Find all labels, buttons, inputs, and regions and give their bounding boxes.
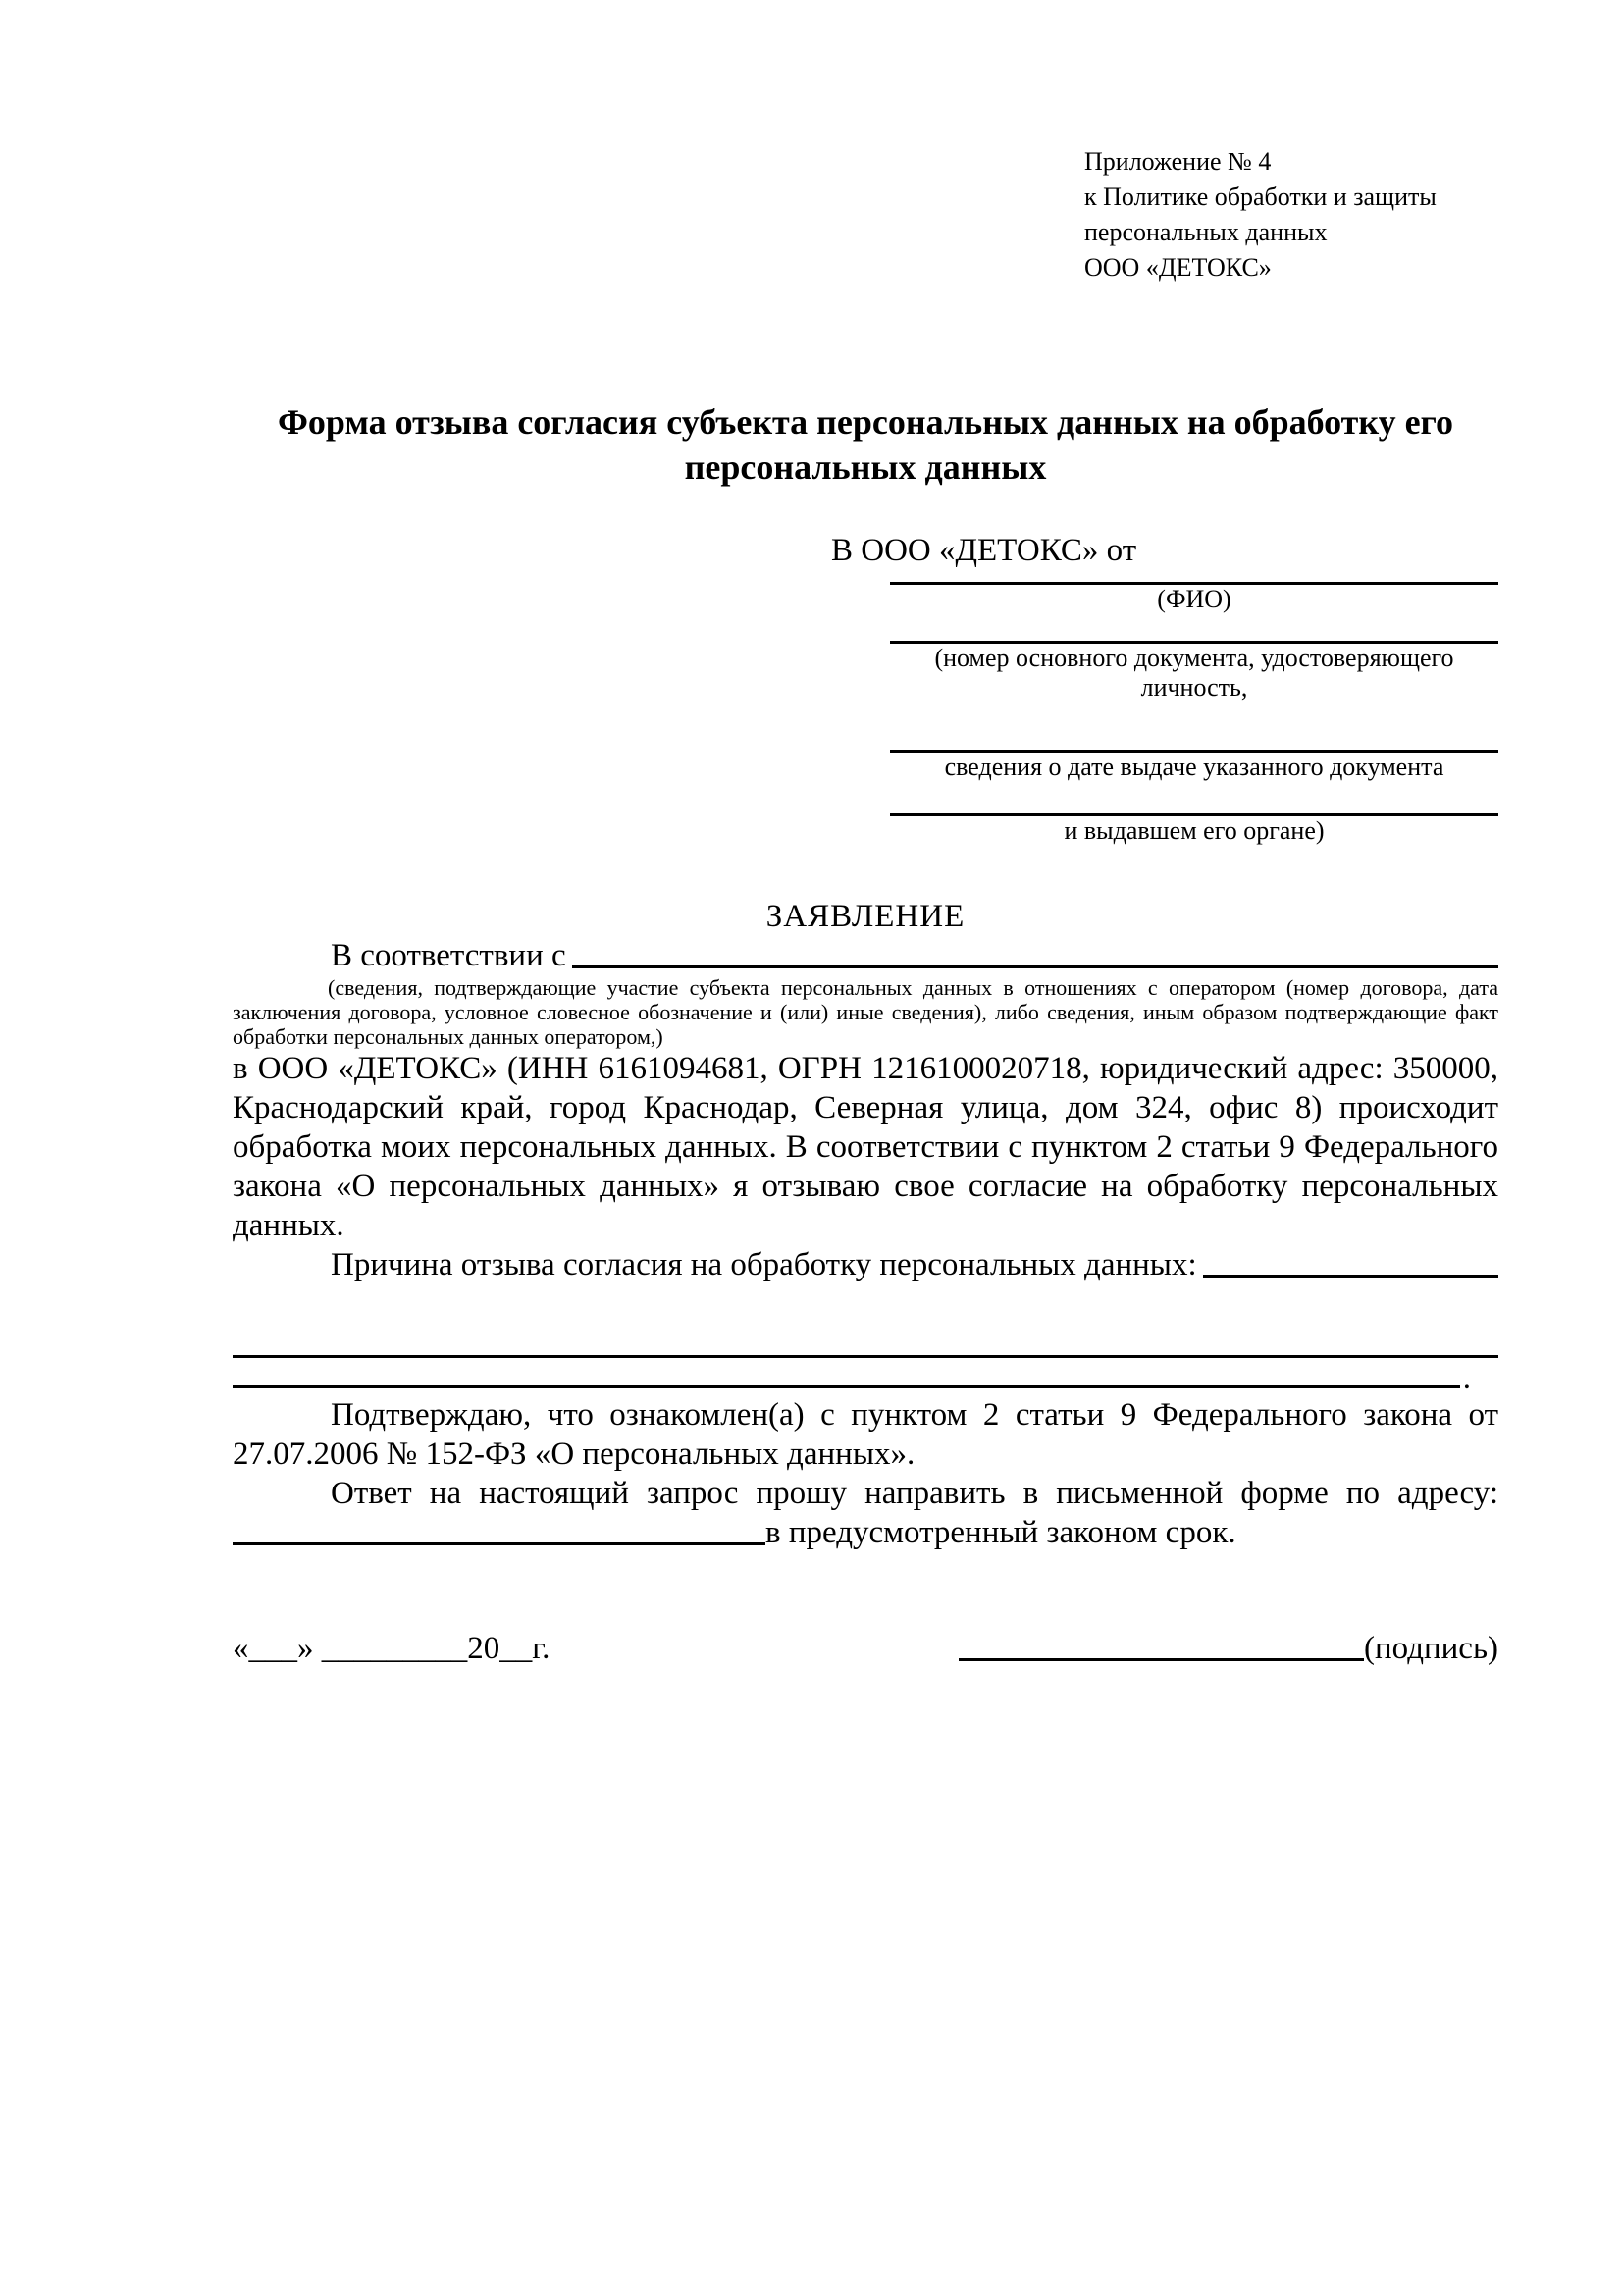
fio-caption: (ФИО) (1157, 585, 1231, 613)
statement-heading: ЗАЯВЛЕНИЕ (765, 899, 966, 934)
blank-space (233, 1284, 1498, 1320)
footer-row (233, 1629, 1498, 1668)
appendix-line: Приложение № 4 (1084, 147, 1272, 176)
addressee-to-line: В ООО «ДЕТОКС» от (831, 533, 1137, 568)
reason-prefix: Причина отзыва согласия на обработку персональных данных: (331, 1247, 1197, 1282)
reason-row (233, 1245, 1498, 1284)
reason-continuation-line-2 (233, 1358, 1460, 1388)
reason-blank-line (1203, 1245, 1498, 1278)
reason-continuation-row-2 (233, 1358, 1471, 1395)
issue-date-blank-line (890, 703, 1498, 753)
accordance-row (233, 936, 1498, 975)
appendix-line: ООО «ДЕТОКС» (1084, 253, 1272, 282)
accordance-prefix: В соответствии с (331, 938, 566, 973)
issuing-authority-blank-line (890, 782, 1498, 816)
accordance-blank-line (572, 936, 1498, 968)
small-print-note: (сведения, подтверждающие участие субъекта персональных данных в отношениях с оператором (номер договора, дата заключения договора, условное словесное обозначение и (или) иные сведения), либо сведения, иным образом подтверждающие факт обработки персональных данных оператором,) (233, 975, 1498, 1049)
appendix-line: персональных данных (1084, 218, 1328, 246)
reason-continuation-line-1 (233, 1320, 1498, 1358)
operator-paragraph: в ООО «ДЕТОКС» (ИНН 6161094681, ОГРН 1216100020718, юридический адрес: 350000, Краснодарский край, город Краснодар, Северная улица, дом 324, офис 8) происходит обработка моих персональных данных. В соответствии с пунктом 2 статьи 9 Федерального закона «О персональных данных» я отзываю свое согласие на обработку персональных данных. (233, 1051, 1498, 1243)
signature-group (959, 1629, 1498, 1668)
appendix-line: к Политике обработки и защиты (1084, 183, 1437, 211)
date-line: «___» _________20__г. (233, 1631, 550, 1666)
signature-caption: (подпись) (1364, 1631, 1498, 1666)
doc-number-caption: (номер основного документа, удостоверяющего личность, (934, 644, 1454, 702)
issue-date-caption: сведения о дате выдаче указанного документа (944, 753, 1444, 781)
reply-address-row (233, 1513, 1498, 1552)
reason-period: . (1462, 1361, 1471, 1396)
appendix-block (1084, 144, 1498, 286)
addressee-fields (890, 570, 1498, 846)
reply-request-line: Ответ на настоящий запрос прошу направить в письменной форме по адресу: (331, 1476, 1498, 1511)
confirmation-paragraph: Подтверждаю, что ознакомлен(а) с пунктом 2 статьи 9 Федерального закона от 27.07.2006 № 152-ФЗ «О персональных данных». (233, 1397, 1498, 1472)
signature-blank-line (959, 1629, 1364, 1661)
document-title: Форма отзыва согласия субъекта персональных данных на обработку его персональных данных (277, 402, 1454, 487)
issuing-authority-caption: и выдавшем его органе) (1064, 816, 1325, 845)
reply-address-blank-line (233, 1513, 765, 1545)
fio-blank-line (890, 570, 1498, 585)
doc-number-blank-line (890, 614, 1498, 644)
reply-request-suffix: в предусмотренный законом срок. (765, 1515, 1236, 1550)
